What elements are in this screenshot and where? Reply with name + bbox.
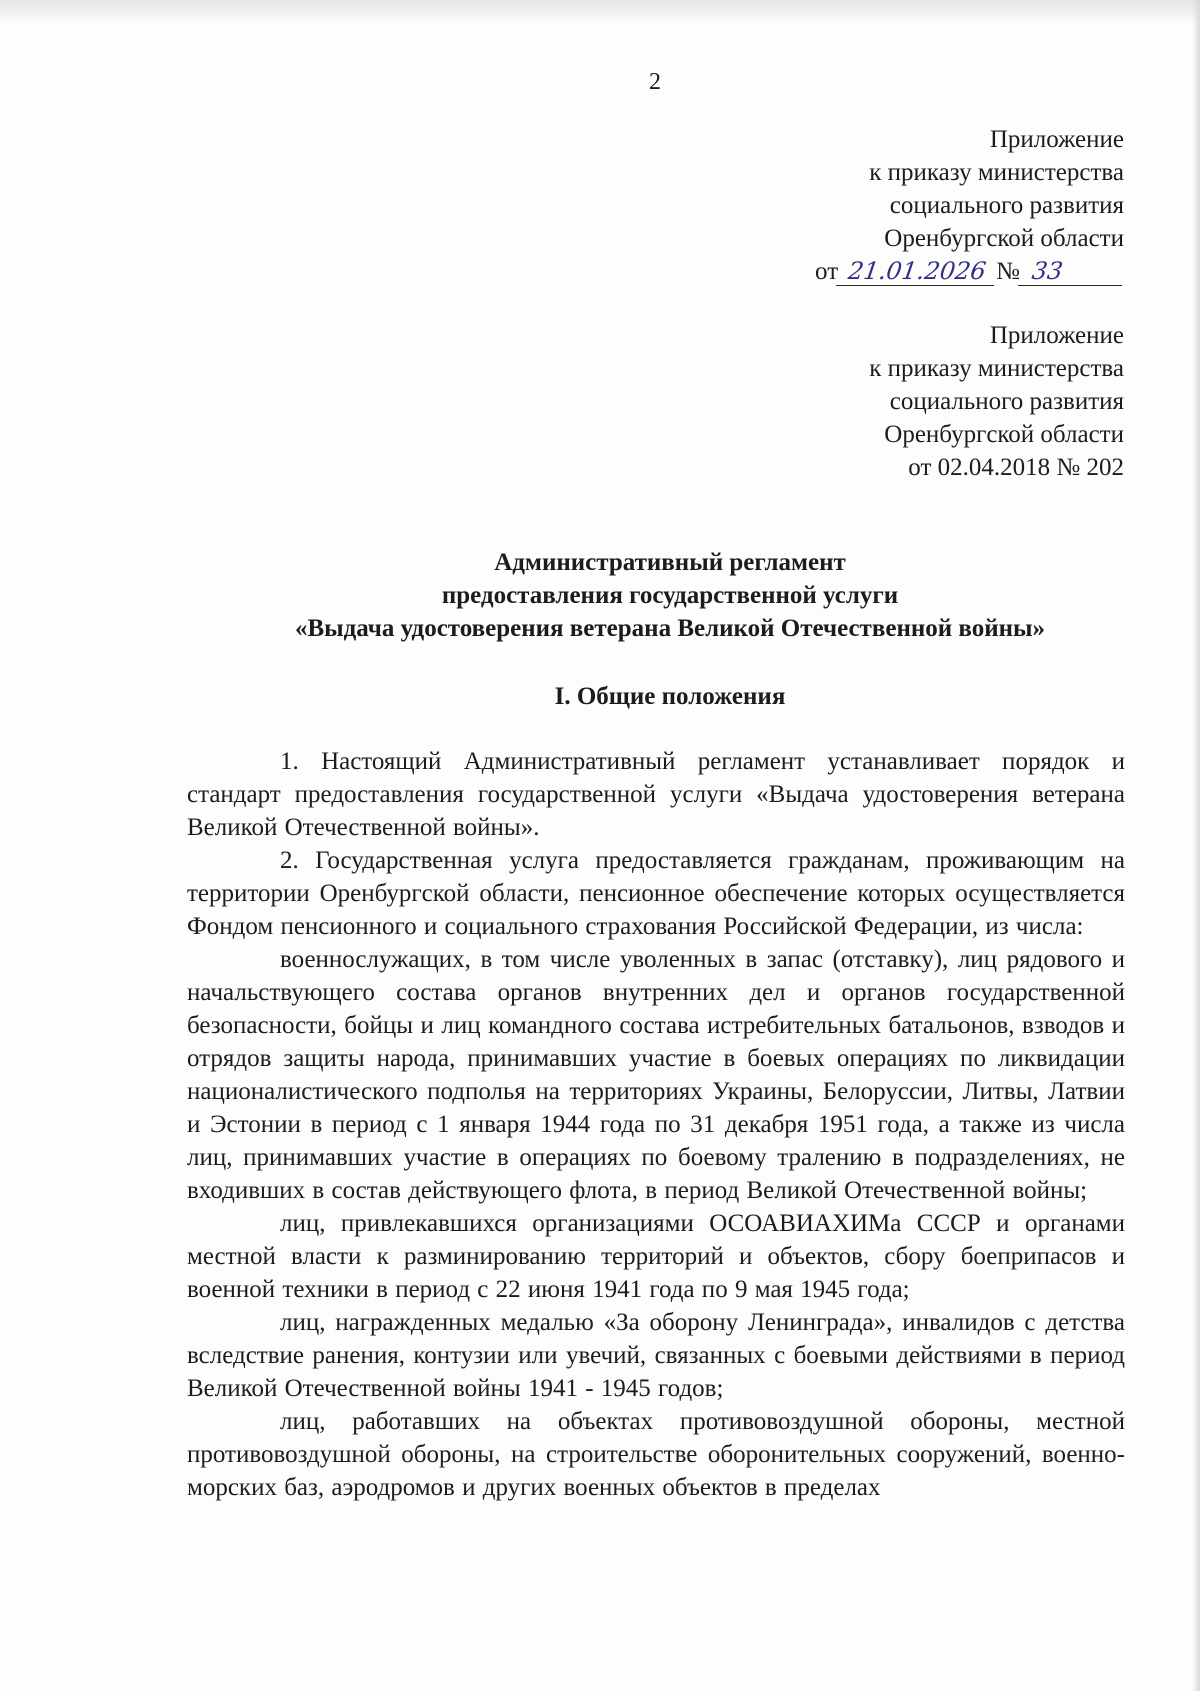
paragraph: лиц, награжденных медалью «За оборону Ленинграда», инвалидов с детства вследствие ранения, контузии или увечий, связанных с боевыми действиями в период Великой Отечественной войны 1941 - 1945 годов;	[187, 1309, 1125, 1402]
title-line: предоставления государственной услуги	[441, 582, 899, 609]
annex-line: Оренбургской области	[884, 225, 1124, 252]
annex-line: к приказу министерства	[869, 355, 1124, 382]
annex-line: Приложение	[989, 322, 1124, 349]
annex-number-sign: №	[996, 258, 1020, 285]
paragraph: военнослужащих, в том числе уволенных в запас (отставку), лиц рядового и начальствующего состава органов внутренних дел и органов государственной безопасности, бойцы и лиц командного состава истребительных батальонов, взводов и отрядов защиты народа, принимавших участие в боевых операциях по ликвидации националистического подполья на территориях Украины, Белоруссии, Литвы, Латвии и Эстонии в период с 1 января 1944 года по 31 декабря 1951 года, а также из числа лиц, принимавших участие в операциях по боевому тралению в подразделениях, не входивших в состав действующего флота, в период Великой Отечественной войны;	[187, 946, 1125, 1204]
annex-from-prefix: от	[815, 258, 839, 285]
scan-shadow-top	[0, 0, 1200, 24]
paragraph: 2. Государственная услуга предоставляется гражданам, проживающим на территории Оренбургской области, пенсионное обеспечение которых осуществляется Фондом пенсионного и социального страхования Российской Федерации, из числа:	[187, 847, 1125, 940]
annex-line: социального развития	[889, 192, 1124, 219]
paragraph: лиц, работавших на объектах противовоздушной обороны, местной противовоздушной обороны, на строительстве оборонительных сооружений, военно-морских баз, аэродромов и других военных объектов в пределах	[187, 1408, 1125, 1501]
title-line: «Выдача удостоверения ветерана Великой Отечественной войны»	[294, 615, 1046, 642]
annex-line: Приложение	[989, 126, 1124, 153]
page-number: 2	[649, 69, 661, 95]
section-heading: I. Общие положения	[554, 683, 786, 710]
annex-current-block	[815, 123, 1124, 288]
scan-shadow-right	[1192, 0, 1200, 1691]
title-line: Административный регламент	[494, 549, 846, 576]
section-body	[187, 745, 1125, 1504]
annex-line: Оренбургской области	[884, 421, 1124, 448]
handwritten-number: 33	[1018, 257, 1126, 286]
annex-line: от 02.04.2018 № 202	[908, 454, 1124, 481]
paragraph: лиц, привлекавшихся организациями ОСОАВИАХИМа СССР и органами местной власти к разминированию территорий и объектов, сбору боеприпасов и военной техники в период с 22 июня 1941 года по 9 мая 1945 года;	[187, 1210, 1125, 1303]
handwritten-date: 21.01.2026	[836, 257, 998, 286]
annex-line: к приказу министерства	[869, 159, 1124, 186]
annex-line: социального развития	[889, 388, 1124, 415]
annex-original-block	[869, 319, 1124, 484]
annex-date-number-line	[815, 255, 1124, 288]
paragraph: 1. Настоящий Административный регламент устанавливает порядок и стандарт предоставления государственной услуги «Выдача удостоверения ветерана Великой Отечественной войны».	[187, 748, 1125, 841]
document-title	[190, 546, 1150, 645]
